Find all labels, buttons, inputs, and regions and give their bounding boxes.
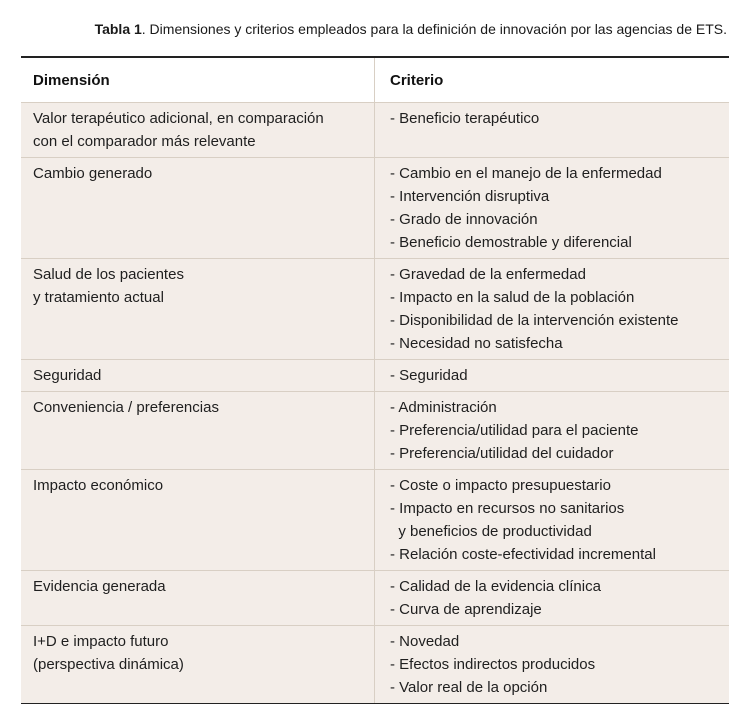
table-caption: [95, 21, 727, 37]
criteria-cell: [374, 571, 729, 625]
criterion-item: y beneficios de productividad: [390, 523, 592, 540]
dimension-cell: [21, 626, 374, 703]
caption-label: Tabla 1: [94, 21, 142, 37]
header-dimension: Dimensión: [33, 71, 110, 89]
dimension-text: Seguridad: [33, 367, 102, 384]
table-row: [21, 103, 729, 158]
dimension-cell: [21, 392, 374, 469]
dimension-cell: [21, 259, 374, 359]
criterion-item: - Beneficio demostrable y diferencial: [390, 234, 632, 251]
criteria-cell: [374, 470, 729, 570]
dimension-text: Conveniencia / preferencias: [33, 399, 219, 416]
criterion-item: - Disponibilidad de la intervención existente: [390, 312, 679, 329]
criteria-cell: [374, 392, 729, 469]
caption-text: . Dimensiones y criterios empleados para la definición de innovación por las agencias de ETS.: [141, 21, 727, 37]
table-row: [21, 626, 729, 703]
criterion-item: - Novedad: [390, 633, 460, 650]
criterion-item: - Preferencia/utilidad del cuidador: [390, 445, 614, 462]
dimension-text: I+D e impacto futuro: [33, 633, 169, 650]
dimension-cell: [21, 158, 374, 258]
dimension-text: Salud de los pacientes: [33, 266, 184, 283]
dimension-text: y tratamiento actual: [33, 289, 164, 306]
criterion-item: - Impacto en recursos no sanitarios: [390, 500, 625, 517]
table-body: [21, 103, 729, 703]
table-row: [21, 360, 729, 392]
table-row: [21, 158, 729, 259]
criterion-item: - Beneficio terapéutico: [390, 110, 540, 127]
dimension-text: con el comparador más relevante: [33, 133, 256, 150]
criterion-item: - Relación coste-efectividad incremental: [390, 546, 656, 563]
innovation-criteria-table: [21, 56, 729, 704]
criterion-item: - Seguridad: [390, 367, 468, 384]
dimension-cell: [21, 470, 374, 570]
dimension-text: Cambio generado: [33, 165, 153, 182]
criteria-cell: [374, 103, 729, 157]
criterion-item: - Curva de aprendizaje: [390, 601, 542, 618]
dimension-text: Impacto económico: [33, 477, 164, 494]
criteria-cell: [374, 158, 729, 258]
criterion-item: - Cambio en el manejo de la enfermedad: [390, 165, 662, 182]
header-criterio: Criterio: [374, 58, 729, 102]
table-row: [21, 571, 729, 626]
dimension-cell: [21, 571, 374, 625]
dimension-cell: [21, 360, 374, 391]
criterion-item: - Intervención disruptiva: [390, 188, 550, 205]
dimension-text: Valor terapéutico adicional, en comparación: [33, 110, 324, 127]
criteria-cell: [374, 360, 729, 391]
criteria-cell: [374, 626, 729, 703]
criterion-item: - Impacto en la salud de la población: [390, 289, 635, 306]
criterion-item: - Preferencia/utilidad para el paciente: [390, 422, 639, 439]
criterion-item: - Calidad de la evidencia clínica: [390, 578, 601, 595]
dimension-text: Evidencia generada: [33, 578, 166, 595]
criterion-item: - Coste o impacto presupuestario: [390, 477, 611, 494]
criterion-item: - Efectos indirectos producidos: [390, 656, 596, 673]
table-row: [21, 392, 729, 470]
table-row: [21, 259, 729, 360]
criterion-item: - Administración: [390, 399, 497, 416]
criterion-item: - Necesidad no satisfecha: [390, 335, 563, 352]
criterion-item: - Gravedad de la enfermedad: [390, 266, 586, 283]
table-header-row: [21, 58, 729, 103]
dimension-cell: [21, 103, 374, 157]
criterion-item: - Valor real de la opción: [390, 679, 548, 696]
table-row: [21, 470, 729, 571]
criteria-cell: [374, 259, 729, 359]
criterion-item: - Grado de innovación: [390, 211, 538, 228]
dimension-text: (perspectiva dinámica): [33, 656, 184, 673]
